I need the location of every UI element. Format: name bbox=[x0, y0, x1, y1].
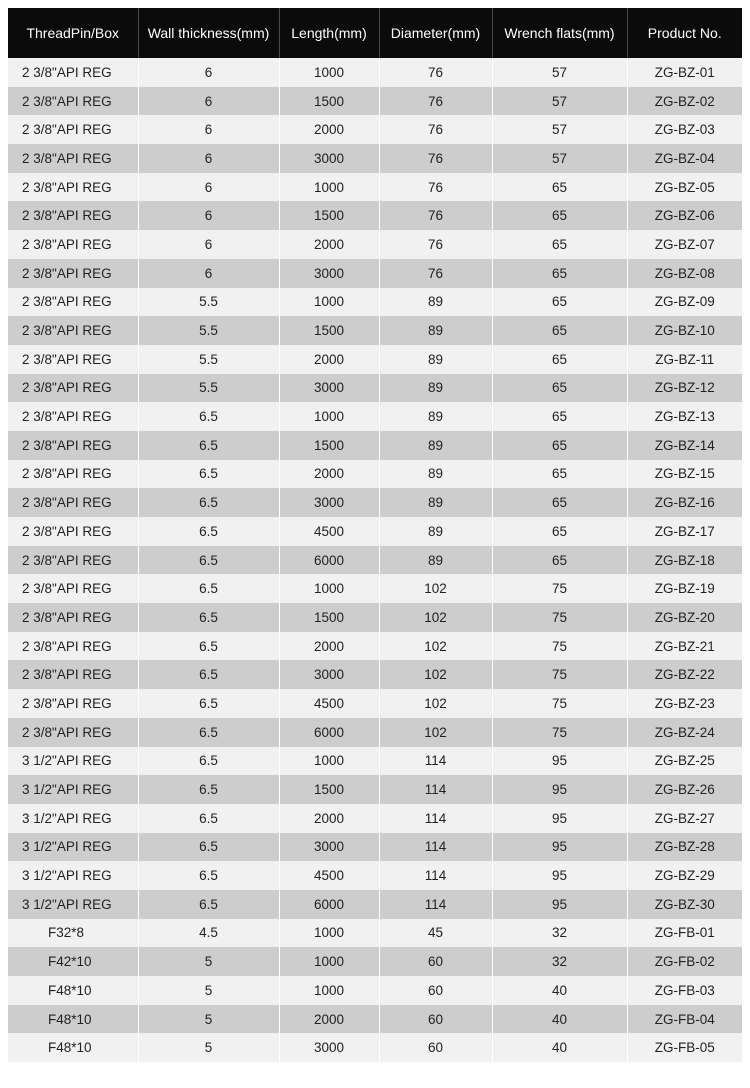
wrench-flats-cell: 65 bbox=[492, 230, 627, 259]
length-cell: 3000 bbox=[279, 660, 379, 689]
column-header-length: Length(mm) bbox=[279, 8, 379, 58]
product-no-cell: ZG-BZ-24 bbox=[627, 718, 742, 747]
product-no-cell: ZG-BZ-10 bbox=[627, 316, 742, 345]
wrench-flats-cell: 32 bbox=[492, 919, 627, 948]
product-no-cell: ZG-BZ-11 bbox=[627, 345, 742, 374]
thread-cell: 2 3/8"API REG bbox=[8, 58, 138, 87]
length-cell: 4500 bbox=[279, 689, 379, 718]
product-no-cell: ZG-BZ-01 bbox=[627, 58, 742, 87]
diameter-cell: 114 bbox=[379, 804, 492, 833]
product-no-cell: ZG-BZ-16 bbox=[627, 488, 742, 517]
product-no-cell: ZG-BZ-04 bbox=[627, 144, 742, 173]
table-body bbox=[8, 58, 742, 1062]
diameter-cell: 89 bbox=[379, 460, 492, 489]
length-cell: 2000 bbox=[279, 804, 379, 833]
wall-thickness-cell: 6.5 bbox=[138, 833, 279, 862]
length-cell: 2000 bbox=[279, 345, 379, 374]
thread-cell: 3 1/2"API REG bbox=[8, 775, 138, 804]
table-row bbox=[8, 431, 742, 460]
table-row bbox=[8, 775, 742, 804]
diameter-cell: 76 bbox=[379, 144, 492, 173]
diameter-cell: 76 bbox=[379, 87, 492, 116]
wrench-flats-cell: 32 bbox=[492, 947, 627, 976]
wrench-flats-cell: 57 bbox=[492, 115, 627, 144]
length-cell: 1000 bbox=[279, 402, 379, 431]
product-no-cell: ZG-BZ-21 bbox=[627, 632, 742, 661]
length-cell: 1500 bbox=[279, 316, 379, 345]
column-header-wall-thickness: Wall thickness(mm) bbox=[138, 8, 279, 58]
table-row bbox=[8, 115, 742, 144]
product-no-cell: ZG-BZ-08 bbox=[627, 259, 742, 288]
length-cell: 3000 bbox=[279, 259, 379, 288]
wrench-flats-cell: 75 bbox=[492, 689, 627, 718]
wall-thickness-cell: 4.5 bbox=[138, 919, 279, 948]
diameter-cell: 76 bbox=[379, 115, 492, 144]
product-no-cell: ZG-BZ-09 bbox=[627, 288, 742, 317]
diameter-cell: 102 bbox=[379, 660, 492, 689]
table-row bbox=[8, 747, 742, 776]
table-row bbox=[8, 345, 742, 374]
product-no-cell: ZG-BZ-14 bbox=[627, 431, 742, 460]
diameter-cell: 76 bbox=[379, 259, 492, 288]
thread-cell: 3 1/2"API REG bbox=[8, 747, 138, 776]
wrench-flats-cell: 65 bbox=[492, 517, 627, 546]
diameter-cell: 89 bbox=[379, 374, 492, 403]
wrench-flats-cell: 95 bbox=[492, 747, 627, 776]
wrench-flats-cell: 75 bbox=[492, 574, 627, 603]
table-row bbox=[8, 230, 742, 259]
product-no-cell: ZG-BZ-20 bbox=[627, 603, 742, 632]
wall-thickness-cell: 6 bbox=[138, 230, 279, 259]
thread-cell: 2 3/8"API REG bbox=[8, 288, 138, 317]
table-header bbox=[8, 8, 742, 58]
wrench-flats-cell: 65 bbox=[492, 173, 627, 202]
wall-thickness-cell: 5 bbox=[138, 1005, 279, 1034]
thread-cell: 2 3/8"API REG bbox=[8, 173, 138, 202]
thread-cell: 2 3/8"API REG bbox=[8, 431, 138, 460]
thread-cell: 2 3/8"API REG bbox=[8, 546, 138, 575]
length-cell: 1500 bbox=[279, 775, 379, 804]
wrench-flats-cell: 75 bbox=[492, 603, 627, 632]
diameter-cell: 60 bbox=[379, 947, 492, 976]
diameter-cell: 89 bbox=[379, 345, 492, 374]
product-no-cell: ZG-BZ-18 bbox=[627, 546, 742, 575]
wrench-flats-cell: 40 bbox=[492, 1033, 627, 1062]
table-row bbox=[8, 288, 742, 317]
table-row bbox=[8, 374, 742, 403]
diameter-cell: 60 bbox=[379, 1033, 492, 1062]
wrench-flats-cell: 65 bbox=[492, 402, 627, 431]
thread-cell: 2 3/8"API REG bbox=[8, 660, 138, 689]
table-row bbox=[8, 574, 742, 603]
wall-thickness-cell: 6.5 bbox=[138, 460, 279, 489]
thread-cell: 2 3/8"API REG bbox=[8, 517, 138, 546]
thread-cell: 2 3/8"API REG bbox=[8, 259, 138, 288]
length-cell: 2000 bbox=[279, 115, 379, 144]
wall-thickness-cell: 5 bbox=[138, 1033, 279, 1062]
table-row bbox=[8, 833, 742, 862]
thread-cell: 3 1/2"API REG bbox=[8, 861, 138, 890]
wrench-flats-cell: 75 bbox=[492, 718, 627, 747]
product-no-cell: ZG-BZ-15 bbox=[627, 460, 742, 489]
wrench-flats-cell: 75 bbox=[492, 632, 627, 661]
wrench-flats-cell: 65 bbox=[492, 431, 627, 460]
wrench-flats-cell: 40 bbox=[492, 976, 627, 1005]
column-header-thread: ThreadPin/Box bbox=[8, 8, 138, 58]
wrench-flats-cell: 95 bbox=[492, 861, 627, 890]
thread-cell: F48*10 bbox=[8, 976, 138, 1005]
length-cell: 2000 bbox=[279, 460, 379, 489]
thread-cell: 2 3/8"API REG bbox=[8, 718, 138, 747]
wall-thickness-cell: 6.5 bbox=[138, 775, 279, 804]
length-cell: 2000 bbox=[279, 632, 379, 661]
product-no-cell: ZG-BZ-23 bbox=[627, 689, 742, 718]
thread-cell: 2 3/8"API REG bbox=[8, 230, 138, 259]
length-cell: 2000 bbox=[279, 230, 379, 259]
diameter-cell: 45 bbox=[379, 919, 492, 948]
diameter-cell: 102 bbox=[379, 689, 492, 718]
spec-table-container bbox=[8, 8, 742, 1062]
wrench-flats-cell: 95 bbox=[492, 890, 627, 919]
wrench-flats-cell: 65 bbox=[492, 345, 627, 374]
length-cell: 3000 bbox=[279, 1033, 379, 1062]
spec-table bbox=[8, 8, 742, 1062]
length-cell: 1500 bbox=[279, 87, 379, 116]
length-cell: 1000 bbox=[279, 288, 379, 317]
length-cell: 3000 bbox=[279, 144, 379, 173]
length-cell: 6000 bbox=[279, 890, 379, 919]
thread-cell: 2 3/8"API REG bbox=[8, 201, 138, 230]
table-row bbox=[8, 890, 742, 919]
thread-cell: F42*10 bbox=[8, 947, 138, 976]
table-row bbox=[8, 402, 742, 431]
diameter-cell: 76 bbox=[379, 173, 492, 202]
length-cell: 3000 bbox=[279, 833, 379, 862]
thread-cell: 2 3/8"API REG bbox=[8, 632, 138, 661]
thread-cell: 2 3/8"API REG bbox=[8, 316, 138, 345]
product-no-cell: ZG-BZ-03 bbox=[627, 115, 742, 144]
product-no-cell: ZG-FB-01 bbox=[627, 919, 742, 948]
product-no-cell: ZG-BZ-25 bbox=[627, 747, 742, 776]
wall-thickness-cell: 6.5 bbox=[138, 402, 279, 431]
thread-cell: F48*10 bbox=[8, 1005, 138, 1034]
diameter-cell: 89 bbox=[379, 431, 492, 460]
diameter-cell: 114 bbox=[379, 747, 492, 776]
wall-thickness-cell: 6 bbox=[138, 144, 279, 173]
wall-thickness-cell: 6.5 bbox=[138, 660, 279, 689]
wrench-flats-cell: 57 bbox=[492, 144, 627, 173]
product-no-cell: ZG-BZ-13 bbox=[627, 402, 742, 431]
wall-thickness-cell: 6.5 bbox=[138, 689, 279, 718]
length-cell: 1000 bbox=[279, 173, 379, 202]
table-row bbox=[8, 804, 742, 833]
thread-cell: 2 3/8"API REG bbox=[8, 345, 138, 374]
wrench-flats-cell: 65 bbox=[492, 546, 627, 575]
wall-thickness-cell: 6 bbox=[138, 58, 279, 87]
table-row bbox=[8, 460, 742, 489]
thread-cell: 2 3/8"API REG bbox=[8, 115, 138, 144]
thread-cell: 2 3/8"API REG bbox=[8, 402, 138, 431]
diameter-cell: 114 bbox=[379, 861, 492, 890]
thread-cell: 2 3/8"API REG bbox=[8, 374, 138, 403]
wall-thickness-cell: 6.5 bbox=[138, 488, 279, 517]
length-cell: 3000 bbox=[279, 374, 379, 403]
table-row bbox=[8, 603, 742, 632]
length-cell: 1500 bbox=[279, 603, 379, 632]
diameter-cell: 89 bbox=[379, 316, 492, 345]
wall-thickness-cell: 5.5 bbox=[138, 288, 279, 317]
length-cell: 4500 bbox=[279, 861, 379, 890]
wall-thickness-cell: 6.5 bbox=[138, 718, 279, 747]
table-row bbox=[8, 87, 742, 116]
product-no-cell: ZG-BZ-30 bbox=[627, 890, 742, 919]
wall-thickness-cell: 5.5 bbox=[138, 374, 279, 403]
table-row bbox=[8, 660, 742, 689]
product-no-cell: ZG-FB-05 bbox=[627, 1033, 742, 1062]
wrench-flats-cell: 65 bbox=[492, 316, 627, 345]
length-cell: 4500 bbox=[279, 517, 379, 546]
table-row bbox=[8, 919, 742, 948]
thread-cell: 3 1/2"API REG bbox=[8, 890, 138, 919]
length-cell: 1000 bbox=[279, 919, 379, 948]
wall-thickness-cell: 6 bbox=[138, 201, 279, 230]
wall-thickness-cell: 6.5 bbox=[138, 861, 279, 890]
table-row bbox=[8, 58, 742, 87]
product-no-cell: ZG-FB-04 bbox=[627, 1005, 742, 1034]
table-row bbox=[8, 546, 742, 575]
wall-thickness-cell: 6.5 bbox=[138, 517, 279, 546]
thread-cell: 2 3/8"API REG bbox=[8, 603, 138, 632]
wrench-flats-cell: 75 bbox=[492, 660, 627, 689]
diameter-cell: 89 bbox=[379, 288, 492, 317]
product-no-cell: ZG-BZ-17 bbox=[627, 517, 742, 546]
diameter-cell: 89 bbox=[379, 546, 492, 575]
wall-thickness-cell: 6.5 bbox=[138, 747, 279, 776]
table-row bbox=[8, 173, 742, 202]
table-row bbox=[8, 259, 742, 288]
length-cell: 1000 bbox=[279, 747, 379, 776]
table-row bbox=[8, 947, 742, 976]
wrench-flats-cell: 65 bbox=[492, 460, 627, 489]
wrench-flats-cell: 65 bbox=[492, 374, 627, 403]
wrench-flats-cell: 65 bbox=[492, 201, 627, 230]
product-no-cell: ZG-FB-03 bbox=[627, 976, 742, 1005]
wrench-flats-cell: 65 bbox=[492, 488, 627, 517]
wall-thickness-cell: 6.5 bbox=[138, 890, 279, 919]
wall-thickness-cell: 5 bbox=[138, 947, 279, 976]
wall-thickness-cell: 6.5 bbox=[138, 574, 279, 603]
wall-thickness-cell: 6 bbox=[138, 87, 279, 116]
length-cell: 1000 bbox=[279, 976, 379, 1005]
length-cell: 1000 bbox=[279, 947, 379, 976]
column-header-product-no: Product No. bbox=[627, 8, 742, 58]
diameter-cell: 76 bbox=[379, 58, 492, 87]
product-no-cell: ZG-BZ-05 bbox=[627, 173, 742, 202]
length-cell: 2000 bbox=[279, 1005, 379, 1034]
wrench-flats-cell: 57 bbox=[492, 87, 627, 116]
product-no-cell: ZG-BZ-27 bbox=[627, 804, 742, 833]
wall-thickness-cell: 5.5 bbox=[138, 345, 279, 374]
product-no-cell: ZG-FB-02 bbox=[627, 947, 742, 976]
thread-cell: 2 3/8"API REG bbox=[8, 689, 138, 718]
wall-thickness-cell: 5 bbox=[138, 976, 279, 1005]
wall-thickness-cell: 6.5 bbox=[138, 546, 279, 575]
wrench-flats-cell: 95 bbox=[492, 804, 627, 833]
table-row bbox=[8, 201, 742, 230]
table-row bbox=[8, 718, 742, 747]
table-row bbox=[8, 861, 742, 890]
wall-thickness-cell: 6.5 bbox=[138, 804, 279, 833]
length-cell: 1500 bbox=[279, 431, 379, 460]
product-no-cell: ZG-BZ-12 bbox=[627, 374, 742, 403]
wrench-flats-cell: 57 bbox=[492, 58, 627, 87]
length-cell: 1500 bbox=[279, 201, 379, 230]
product-no-cell: ZG-BZ-02 bbox=[627, 87, 742, 116]
diameter-cell: 114 bbox=[379, 833, 492, 862]
length-cell: 1000 bbox=[279, 574, 379, 603]
length-cell: 3000 bbox=[279, 488, 379, 517]
table-row bbox=[8, 976, 742, 1005]
wall-thickness-cell: 6.5 bbox=[138, 603, 279, 632]
table-row bbox=[8, 632, 742, 661]
diameter-cell: 114 bbox=[379, 775, 492, 804]
wall-thickness-cell: 6.5 bbox=[138, 431, 279, 460]
table-row bbox=[8, 1005, 742, 1034]
diameter-cell: 102 bbox=[379, 632, 492, 661]
diameter-cell: 76 bbox=[379, 201, 492, 230]
wall-thickness-cell: 6 bbox=[138, 173, 279, 202]
wrench-flats-cell: 95 bbox=[492, 775, 627, 804]
diameter-cell: 89 bbox=[379, 517, 492, 546]
table-row bbox=[8, 144, 742, 173]
diameter-cell: 102 bbox=[379, 718, 492, 747]
wrench-flats-cell: 65 bbox=[492, 288, 627, 317]
wall-thickness-cell: 6 bbox=[138, 115, 279, 144]
table-row bbox=[8, 1033, 742, 1062]
column-header-wrench-flats: Wrench flats(mm) bbox=[492, 8, 627, 58]
thread-cell: 2 3/8"API REG bbox=[8, 460, 138, 489]
thread-cell: F48*10 bbox=[8, 1033, 138, 1062]
wall-thickness-cell: 6.5 bbox=[138, 632, 279, 661]
diameter-cell: 102 bbox=[379, 574, 492, 603]
length-cell: 6000 bbox=[279, 546, 379, 575]
thread-cell: 2 3/8"API REG bbox=[8, 87, 138, 116]
wall-thickness-cell: 5.5 bbox=[138, 316, 279, 345]
thread-cell: 2 3/8"API REG bbox=[8, 574, 138, 603]
table-row bbox=[8, 488, 742, 517]
product-no-cell: ZG-BZ-19 bbox=[627, 574, 742, 603]
diameter-cell: 114 bbox=[379, 890, 492, 919]
table-row bbox=[8, 316, 742, 345]
wrench-flats-cell: 40 bbox=[492, 1005, 627, 1034]
length-cell: 1000 bbox=[279, 58, 379, 87]
thread-cell: 3 1/2"API REG bbox=[8, 804, 138, 833]
diameter-cell: 60 bbox=[379, 976, 492, 1005]
product-no-cell: ZG-BZ-06 bbox=[627, 201, 742, 230]
diameter-cell: 102 bbox=[379, 603, 492, 632]
product-no-cell: ZG-BZ-22 bbox=[627, 660, 742, 689]
diameter-cell: 89 bbox=[379, 402, 492, 431]
wall-thickness-cell: 6 bbox=[138, 259, 279, 288]
length-cell: 6000 bbox=[279, 718, 379, 747]
header-row bbox=[8, 8, 742, 58]
product-no-cell: ZG-BZ-29 bbox=[627, 861, 742, 890]
product-no-cell: ZG-BZ-28 bbox=[627, 833, 742, 862]
diameter-cell: 76 bbox=[379, 230, 492, 259]
thread-cell: 3 1/2"API REG bbox=[8, 833, 138, 862]
thread-cell: F32*8 bbox=[8, 919, 138, 948]
thread-cell: 2 3/8"API REG bbox=[8, 488, 138, 517]
product-no-cell: ZG-BZ-26 bbox=[627, 775, 742, 804]
thread-cell: 2 3/8"API REG bbox=[8, 144, 138, 173]
diameter-cell: 60 bbox=[379, 1005, 492, 1034]
wrench-flats-cell: 65 bbox=[492, 259, 627, 288]
diameter-cell: 89 bbox=[379, 488, 492, 517]
column-header-diameter: Diameter(mm) bbox=[379, 8, 492, 58]
table-row bbox=[8, 517, 742, 546]
product-no-cell: ZG-BZ-07 bbox=[627, 230, 742, 259]
table-row bbox=[8, 689, 742, 718]
wrench-flats-cell: 95 bbox=[492, 833, 627, 862]
